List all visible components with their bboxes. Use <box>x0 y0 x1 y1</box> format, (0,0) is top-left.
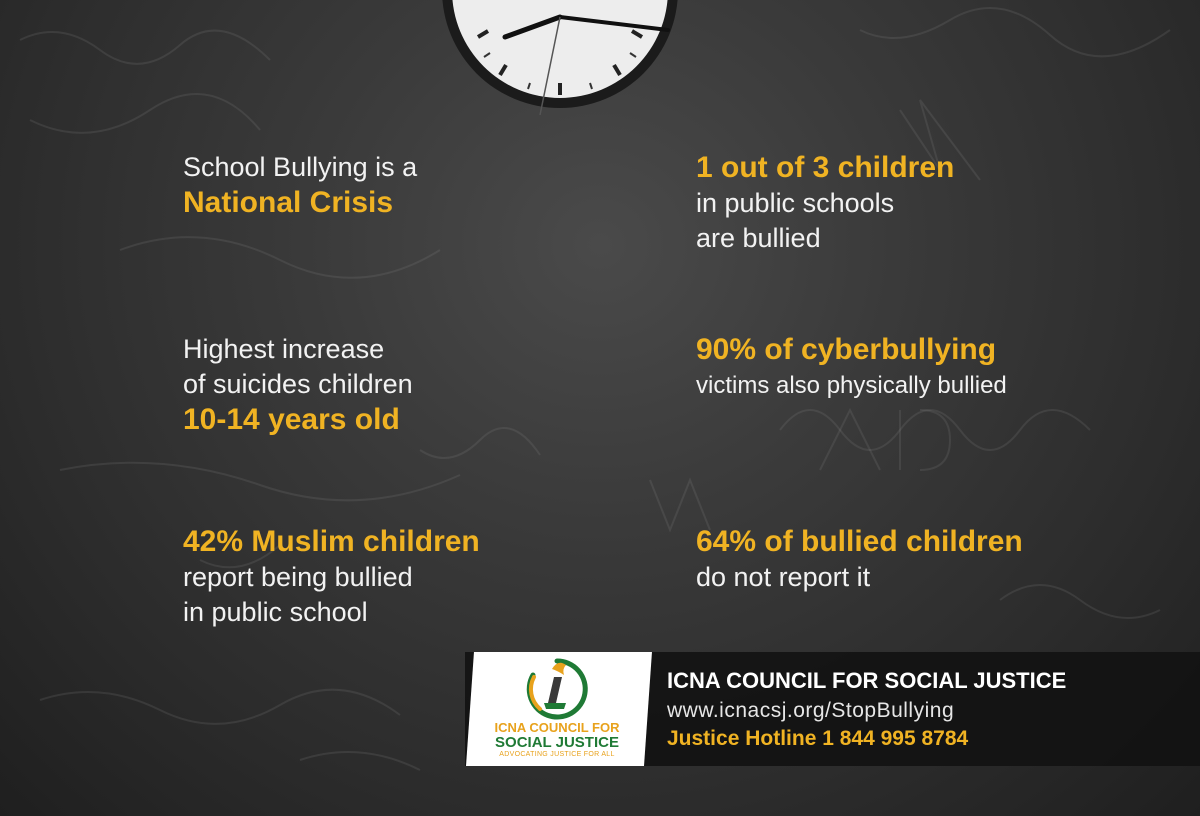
torch-logo-icon <box>472 657 642 721</box>
stat-children-line3: are bullied <box>696 223 821 253</box>
logo-tagline: ADVOCATING JUSTICE FOR ALL <box>499 751 615 758</box>
stat-cyberbullying <box>696 332 1007 403</box>
stat-suicides-line2: of suicides children <box>183 369 413 399</box>
stat-cyber-line2: victims also physically bullied <box>696 372 1007 399</box>
stat-suicides <box>183 332 413 438</box>
hotline-number: Justice Hotline 1 844 995 8784 <box>667 727 969 750</box>
logo-line1: ICNA COUNCIL FOR <box>494 720 620 735</box>
stat-one-in-three <box>696 150 954 256</box>
stat-suicides-line1: Highest increase <box>183 334 385 364</box>
stat-crisis-highlight: National Crisis <box>183 186 394 219</box>
stat-unreported <box>696 524 1023 595</box>
org-logo <box>472 655 642 765</box>
wall-clock-icon <box>440 0 680 145</box>
org-website-link[interactable]: www.icnacsj.org/StopBullying <box>667 699 955 722</box>
stat-children-line2: in public schools <box>696 188 895 218</box>
stat-muslim-line2: report being bullied <box>183 562 413 592</box>
stat-muslim-highlight: 42% Muslim children <box>183 525 480 558</box>
stat-suicides-highlight: 10-14 years old <box>183 403 400 436</box>
stat-cyber-highlight: 90% of cyberbullying <box>696 333 997 366</box>
stat-muslim-children <box>183 524 480 630</box>
org-name: ICNA COUNCIL FOR SOCIAL JUSTICE <box>667 668 1067 693</box>
stat-unreported-highlight: 64% of bullied children <box>696 525 1023 558</box>
stat-muslim-line3: in public school <box>183 597 368 627</box>
stat-national-crisis <box>183 150 417 221</box>
stat-crisis-text: School Bullying is a <box>183 152 418 182</box>
stat-children-highlight: 1 out of 3 children <box>696 151 955 184</box>
logo-line2: SOCIAL JUSTICE <box>495 734 619 751</box>
stat-unreported-line2: do not report it <box>696 562 871 592</box>
